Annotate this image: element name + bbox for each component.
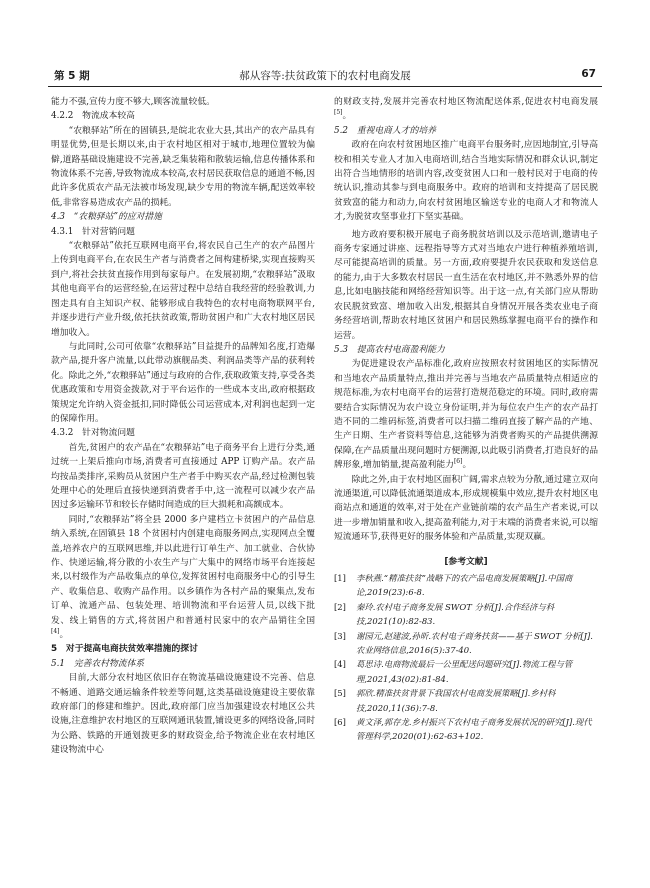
- paragraph: [51, 124, 315, 210]
- paragraph: [334, 228, 598, 343]
- paragraph-text: 同时,“农粮驿站”将全县 2000 多户建档立卡贫困户的产品信息纳入系统,在固镇县 18 个贫困村内创建电商服务网点,实现网点全覆盖,培养农户的互联网思维,并以此进行订单生产、加工就业、合伙协作、快递运输,将分散的小农生产与广大集中的网络市场平台连接起来,以村级作为产品收集点的单位,发挥贫困村电商服务中心的引导生产、收集信息、收购产品作用。以乡镇作为各村产品的聚集点,发布订单、流通产品、包装处理、培训物流和平台运营人员,以线下批发、线上销售的方式,将贫困户和普通村民家中的农产品销往全国: [51, 514, 315, 626]
- reference-item: [334, 571, 598, 600]
- section-heading: 5.3 提高农村电商盈利能力: [334, 344, 445, 355]
- issue-number: 第 5 期: [54, 70, 90, 82]
- paragraph-text: “农粮驿站”依托互联网电商平台,将农民自己生产的农产品图片上传到电商平台,在农民生产者与消费者之间构建桥梁,实现直接购买到户,将社会扶贫直接作用到每家每户。在发展初期,“农粮驿站”汲取其他电商平台的运营经验,在运营过程中总结自我经营的经验教训,力图走具有自主知识产权、能够形成自我特色的农村电商物联网平台,并逐步进行产业升级,依托扶贫政策,帮助贫困户和广大农村地区居民增加收入。: [51, 241, 315, 338]
- paragraph: [334, 357, 598, 472]
- paragraph: [51, 441, 315, 513]
- paragraph-tail: 。: [462, 460, 472, 471]
- reference-number: [2]: [334, 601, 346, 612]
- paragraph-text: 能力不强,宣传力度不够大,顾客流量较低。: [51, 97, 215, 107]
- paragraph: [334, 138, 598, 224]
- paragraph-text: 目前,大部分农村地区依旧存在物流基础设施建设不完善、信息不畅通、道路交通运输条件较差等问题,这类基础设施建设主要依靠政府部门的修建和维护。因此,政府部门应当加强建设农村地区公共设施,注意维护农村地区的互联网通讯装置,铺设更多的网络设备,同时为公路、铁路的开通划拨更多的财政资金,给予物流企业在农村地区建设物流中心: [51, 673, 315, 756]
- paragraph: [51, 513, 315, 643]
- citation-mark: [6]: [453, 458, 463, 466]
- references-list: [334, 571, 598, 744]
- references-title: [参考文献]: [444, 556, 488, 567]
- section-heading: 4.3.1 针对营销问题: [51, 226, 135, 237]
- reference-text: 黄文泽,郭存龙.乡村振兴下农村电子商务发展状况的研究[J].现代管理科学,2020(01):62-63+102.: [356, 717, 592, 742]
- paragraph: [51, 239, 315, 340]
- reference-item: [334, 715, 598, 744]
- citation-mark: [5]: [334, 109, 343, 117]
- paragraph: [334, 95, 598, 124]
- paragraph-tail: 。: [342, 111, 352, 122]
- section-heading: 5.1 完善农村物流体系: [51, 658, 145, 669]
- section-heading: 4.3 “农粮驿站”的应对措施: [51, 212, 162, 223]
- paragraph-text: 政府在向农村贫困地区推广电商平台服务时,应因地制宜,引导高校和相关专业人才加入电商培训,结合当地实际情况和群众认识,制定出符合当地情形的培训内容,改变贫困人口和一般村民对于电商的传统认识,推动其参与到电商服务中。政府的培训和支持提高了居民脱贫致富的能力和动力,向农村贫困地区输送专业的电商人才和物流人才,为脱贫攻坚事业打下坚实基础。: [334, 140, 598, 223]
- paragraph: [334, 473, 598, 545]
- paragraph: [51, 340, 315, 426]
- paragraph-text: “农粮驿站”所在的固镇县,是皖北农业大县,其出产的农产品具有明显优势,但是长期以来,由于农村地区相对于城市,地理位置较为偏僻,道路基础设施建设不完善,缺乏集装箱和散装运输,信息传播体系和物流体系不完善,导致物流成本较高,农村居民获取信息的通道不畅,因此许多优质农产品无法被市场发现,缺少专用的物流车辆,配送效率较低,非常容易造成农产品的损耗。: [51, 125, 315, 208]
- page-number: 67: [581, 68, 596, 80]
- section-heading: 4.2.2 物流成本较高: [51, 111, 135, 122]
- running-title: 郝从容等:扶贫政策下的农村电商发展: [239, 70, 411, 82]
- reference-item: [334, 629, 598, 658]
- paragraph: [51, 671, 315, 757]
- reference-number: [1]: [334, 573, 346, 583]
- reference-item: [334, 600, 598, 629]
- paragraph-text: 为促进建设农产品标准化,政府应按照农村贫困地区的实际情况和当地农产品质量特点,推出并完善与当地农产品质量特点相适应的规范标准,为农村电商平台的运营打造规范稳定的环境。同时,政府需要结合实际情况为农户设立身份证明,并为每位农户生产的农产品打造不同的二维码标签,消费者可以扫描二维码直接了解产品的产地、生产日期、生产者资料等信息,这能够为消费者购买的产品提供溯源保障,在产品质量出现问题时方便溯源,以此吸引消费者,打造良好的品牌形象,增加销量,提高盈利能力: [334, 359, 598, 471]
- paragraph-text: 除此之外,由于农村地区面积广阔,需求点较为分散,通过建立双向流通渠道,可以降低流通渠道成本,形成规模集中效应,提升农村地区电商站点和通道的效率,对于处在产业链前端的农产品生产者来说,可以进一步增加销量和收入,提高盈利能力,对于末端的消费者来说,可以缩短流通环节,获得更好的服务体验和产品质量,实现双赢。: [334, 474, 598, 543]
- header-rule: [48, 86, 602, 87]
- section-heading: 5 对于提高电商扶贫效率措施的探讨: [51, 644, 198, 655]
- reference-number: [6]: [334, 717, 346, 728]
- right-column: [334, 95, 598, 744]
- section-heading: 5.2 重视电商人才的培养: [334, 125, 436, 136]
- reference-number: [3]: [334, 630, 346, 641]
- reference-item: [334, 657, 598, 686]
- left-column: [51, 95, 315, 758]
- paragraph-text: 地方政府要积极开展电子商务脱贫培训以及示范培训,邀请电子商务专家通过讲座、远程指导等方式对当地农户进行种植养殖培训,尽可能提高培训的质量。另一方面,政府要提升农民获取和发送信息的能力,由于大多数农村居民一直生活在农村地区,并不熟悉外界的信息,比如电脑技能和网络经营知识等。出于这一点,有关部门应从帮助农民脱贫致富、增加收入出发,根据其自身情况开展各类农业电子商务经营培训,帮助农村地区贫困户和居民熟练掌握电商平台的操作和运营。: [334, 229, 598, 341]
- reference-number: [5]: [334, 688, 346, 699]
- paragraph-tail: 。: [59, 630, 69, 641]
- reference-text: 李秋燕.“精准扶贫”战略下的农产品电商发展策略[J].中国商论,2019(23):6-8.: [356, 573, 573, 598]
- reference-text: 郭欣.精准扶贫背景下我国农村电商发展策略[J].乡村科技,2020,11(36):7-8.: [356, 688, 556, 713]
- citation-mark: [4]: [51, 628, 60, 636]
- paragraph-text: 的财政支持,发展并完善农村地区物流配送体系,促进农村电商发展: [334, 97, 598, 107]
- reference-text: 秦玲.农村电子商务发展 SWOT 分析[J].合作经济与科技,2021(10):82-83.: [356, 601, 555, 627]
- reference-text: 葛思诗.电商物流最后一公里配送问题研究[J].物流工程与管理,2021,43(02):81-84.: [356, 659, 573, 684]
- section-heading: 4.3.2 针对物流问题: [51, 428, 135, 439]
- paragraph-text: 首先,贫困户的农产品在“农粮驿站”电子商务平台上进行分类,通过统一上架后推向市场,消费者可直接通过 APP 订购产品。农产品均按品类排序,采购员从贫困户生产者手中购买农产品,经过检测包装处理中心的处理后直接快递到消费者手中,这一流程可以减少农产品因过多运输环节和较长存储时间造成的巨大损耗和高额成本。: [51, 442, 315, 511]
- paragraph-text: 与此同时,公司可依靠“农粮驿站”目益提升的品牌知名度,打造爆款产品,提升客户流量,以此带动旗舰品类、利润品类等产品的获利转化。除此之外,“农粮驿站”通过与政府的合作,获取政策支持,享受各类优惠政策和专用资金拨款,对于平台运作的一些成本支出,政府根据政策规定允许纳入资金抵扣,同时降低公司运营成本,对利润也起到一定的保障作用。: [51, 341, 315, 424]
- reference-number: [4]: [334, 659, 346, 670]
- paragraph: [51, 95, 315, 109]
- reference-item: [334, 686, 598, 715]
- running-header: [48, 68, 602, 82]
- reference-text: 谢园元,赵建波,孙昕.农村电子商务扶贫——基于 SWOT 分析[J].农业网络信息,2016(5):37-40.: [356, 630, 593, 656]
